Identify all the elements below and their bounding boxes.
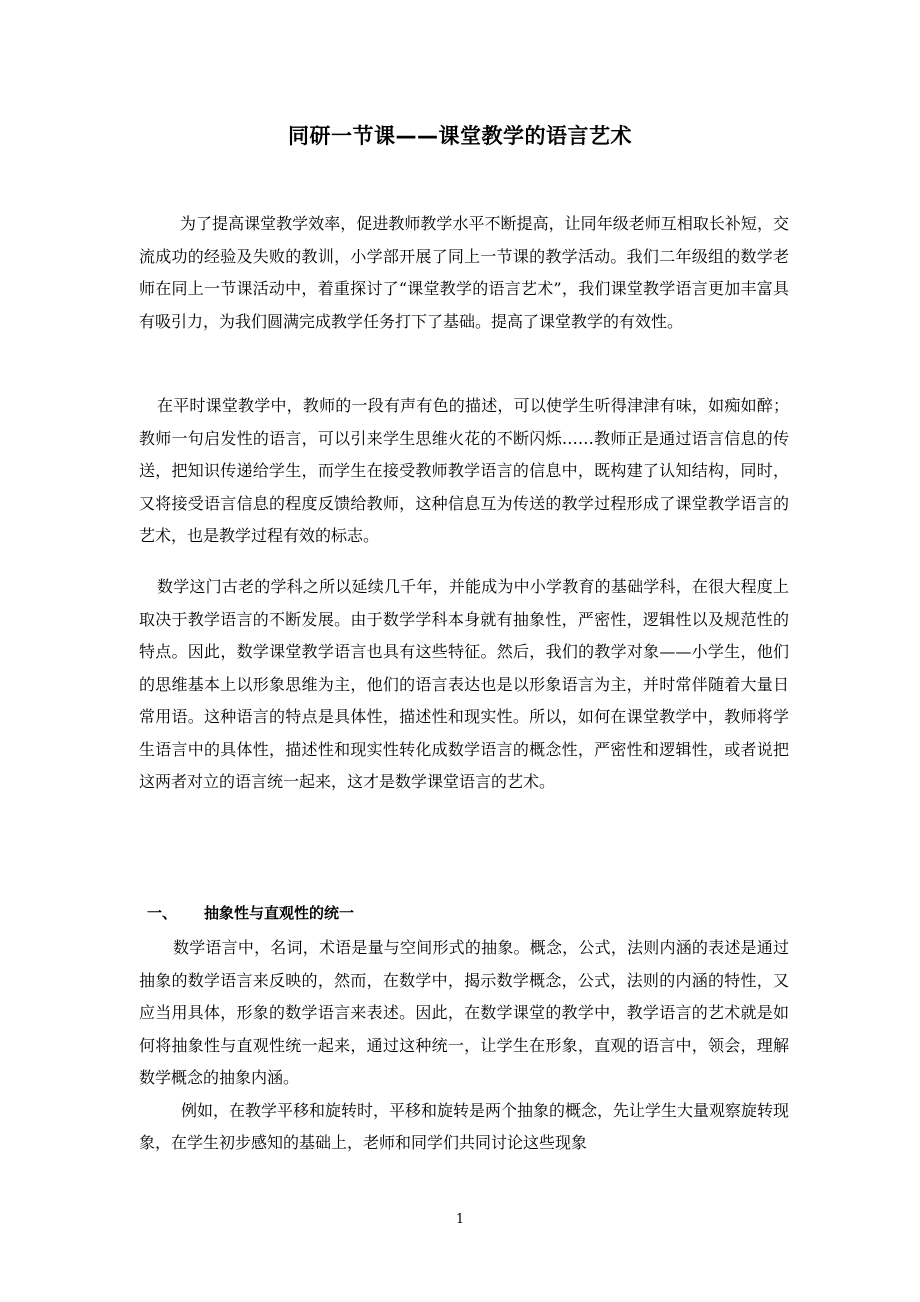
intro-section-2: [139, 390, 789, 553]
paragraph: 为了提高课堂教学效率，促进教师教学水平不断提高，让同年级老师互相取长补短，交流成功的经验及失败的教训，小学部开展了同上一节课的教学活动。我们二年级组的数学老师在同上一节课活动中，着重探讨了“课堂教学的语言艺术”，我们课堂教学语言更加丰富具有吸引力，为我们圆满完成教学任务打下了基础。提高了课堂教学的有效性。: [139, 214, 789, 331]
intro-section: [139, 208, 789, 338]
paragraph: 数学语言中，名词，术语是量与空间形式的抽象。概念，公式，法则内涵的表述是通过抽象的数学语言来反映的，然而，在数学中，揭示数学概念，公式，法则的内涵的特性，又应当用具体，形象的数学语言来表述。因此，在数学课堂的教学中，教学语言的艺术就是如何将抽象性与直观性统一起来，通过这种统一，让学生在形象，直观的语言中，领会，理解数学概念的抽象内涵。: [139, 938, 789, 1087]
paragraph: 在平时课堂教学中，教师的一段有声有色的描述，可以使学生听得津津有味，如痴如醉；教师一句启发性的语言，可以引来学生思维火花的不断闪烁……教师正是通过语言信息的传送，把知识传递给学生，而学生在接受教师教学语言的信息中，既构建了认知结构，同时，又将接受语言信息的程度反馈给教师，这种信息互为传送的教学过程形成了课堂教学语言的艺术，也是教学过程有效的标志。: [139, 396, 789, 545]
page-number: 1: [455, 1212, 465, 1227]
section-number: 一、: [147, 904, 178, 922]
section-title: 抽象性与直观性的统一: [204, 904, 355, 922]
section-body: [139, 932, 789, 1160]
paragraph: 例如，在教学平移和旋转时，平移和旋转是两个抽象的概念，先让学生大量观察旋转现象，在学生初步感知的基础上，老师和同学们共同讨论这些现象: [139, 1100, 790, 1152]
paragraph: 数学这门古老的学科之所以延续几千年，并能成为中小学教育的基础学科，在很大程度上取决于教学语言的不断发展。由于数学学科本身就有抽象性，严密性，逻辑性以及规范性的特点。因此，数学课堂教学语言也具有这些特征。然后，我们的教学对象——小学生，他们的思维基本上以形象思维为主，他们的语言表达也是以形象语言为主，并时常伴随着大量日常用语。这种语言的特点是具体性，描述性和现实性。所以，如何在课堂教学中，教师将学生语言中的具体性，描述性和现实性转化成数学语言的概念性，严密性和逻辑性，或者说把这两者对立的语言统一起来，这才是数学课堂语言的艺术。: [139, 577, 789, 791]
intro-section-3: [139, 571, 789, 799]
document-title: 同研一节课——课堂教学的语言艺术: [288, 124, 632, 148]
section-heading: [147, 898, 354, 928]
